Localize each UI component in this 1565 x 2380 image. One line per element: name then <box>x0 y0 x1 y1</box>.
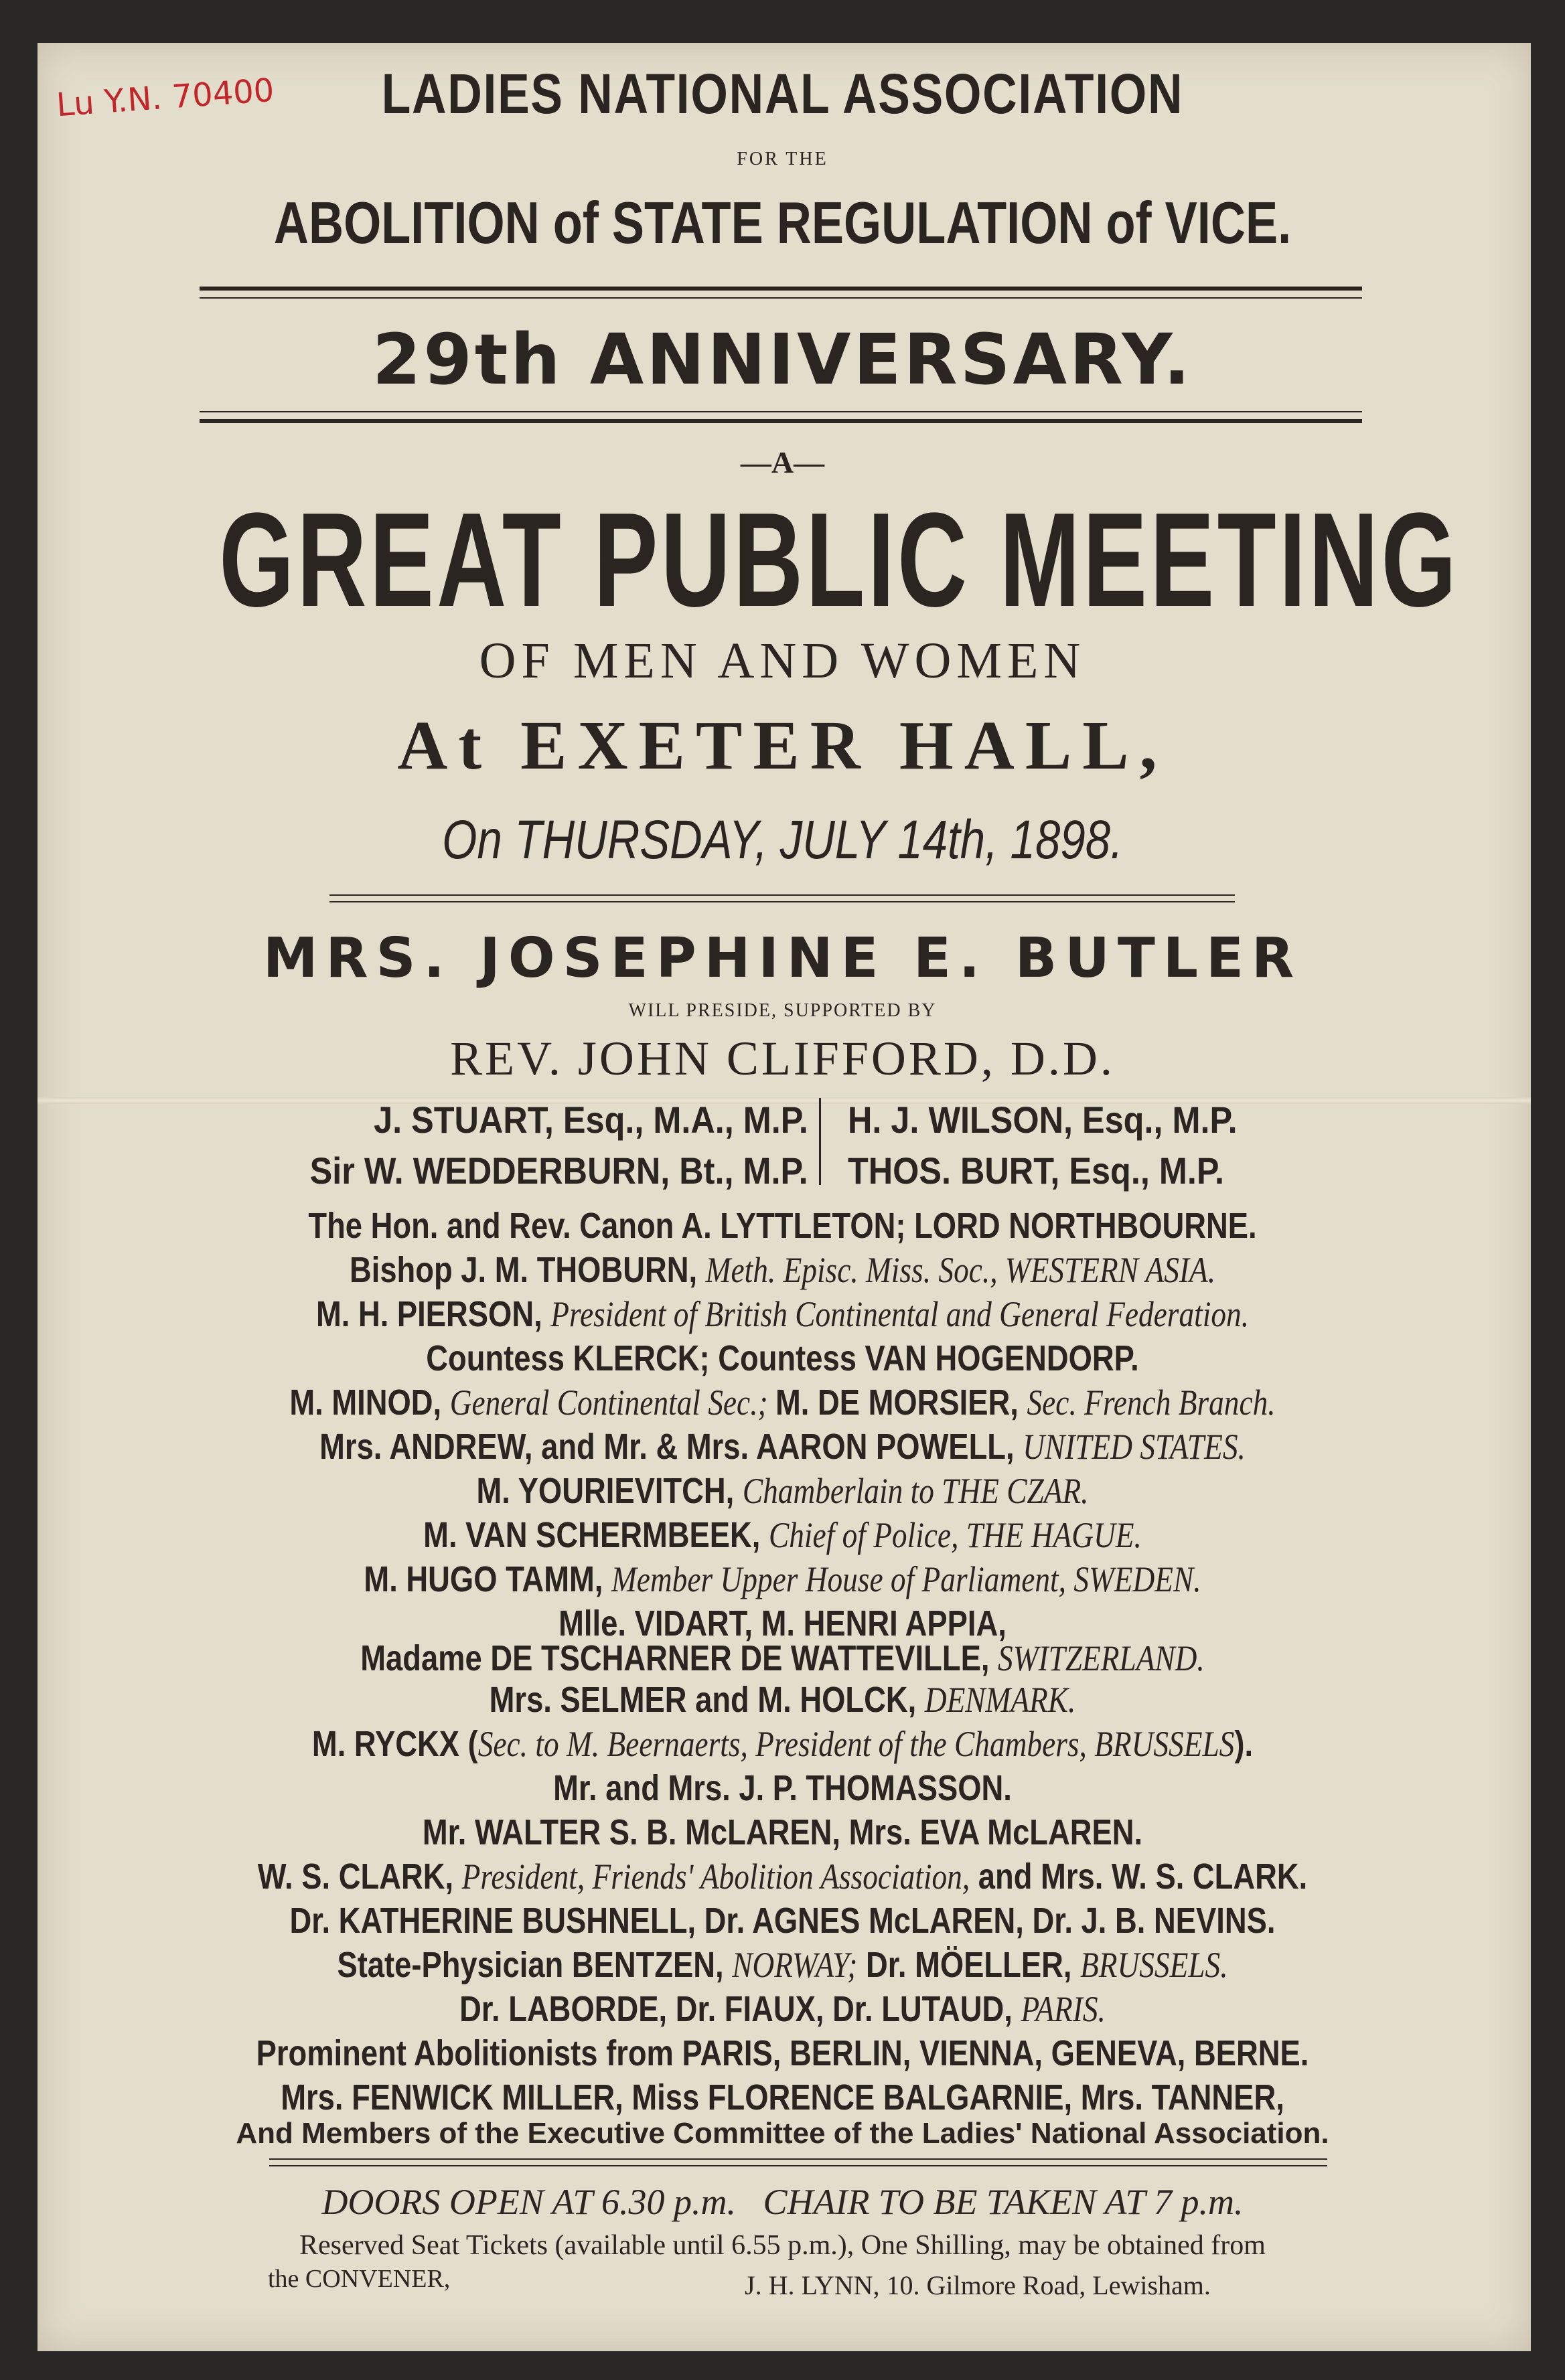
archive-stamp: Lu Y.N. 70400 <box>55 71 276 125</box>
supporter-line-17: Dr. KATHERINE BUSHNELL, Dr. AGNES McLAREN, Dr. J. B. NEVINS. <box>289 1901 1276 1941</box>
supporter-line-20: Prominent Abolitionists from PARIS, BERLIN, VIENNA, GENEVA, BERNE. <box>256 2033 1309 2073</box>
anniversary-title: 29th ANNIVERSARY. <box>372 319 1193 400</box>
president-name: MRS. JOSEPHINE E. BUTLER <box>263 927 1302 990</box>
supporter-line-9: M. HUGO TAMM, Member Upper House of Parliament, SWEDEN. <box>364 1559 1201 1599</box>
supporter-line-1: The Hon. and Rev. Canon A. LYTTLETON; LORD NORTHBOURNE. <box>308 1206 1257 1246</box>
supporter-line-16: W. S. CLARK, President, Friends' Abolition Association, and Mrs. W. S. CLARK. <box>257 1856 1308 1897</box>
rev-clifford: REV. JOHN CLIFFORD, D.D. <box>450 1032 1115 1085</box>
rule-bottom-2 <box>269 2165 1327 2166</box>
exeter-hall: At EXETER HALL, <box>397 707 1168 784</box>
convener-label: the CONVENER, <box>268 2265 451 2293</box>
rule-top-2 <box>200 297 1362 299</box>
column-divider <box>819 1098 821 1185</box>
supporter-line-5: M. MINOD, General Continental Sec.; M. DE MORSIER, Sec. French Branch. <box>289 1382 1276 1423</box>
supporter-line-12: Mrs. SELMER and M. HOLCK, DENMARK. <box>489 1680 1076 1720</box>
supporter-line-2: Bishop J. M. THOBURN, Meth. Episc. Miss. Soc., WESTERN ASIA. <box>349 1250 1216 1290</box>
supporter-line-10: Mlle. VIDART, M. HENRI APPIA, <box>558 1603 1007 1644</box>
supporter-line-8: M. VAN SCHERMBEEK, Chief of Police, THE HAGUE. <box>423 1515 1142 1555</box>
supporter-line-3: M. H. PIERSON, President of British Continental and General Federation. <box>315 1294 1250 1334</box>
stuart: J. STUART, Esq., M.A., M.P. <box>374 1099 808 1141</box>
supporter-line-6: Mrs. ANDREW, and Mr. & Mrs. AARON POWELL, UNITED STATES. <box>319 1427 1246 1467</box>
supporter-line-4: Countess KLERCK; Countess VAN HOGENDORP. <box>426 1338 1139 1378</box>
burt: THOS. BURT, Esq., M.P. <box>848 1149 1224 1192</box>
rule-mid-1 <box>200 411 1362 412</box>
rule-date-1 <box>329 894 1235 896</box>
supporter-line-18: State-Physician BENTZEN, NORWAY; Dr. MÖELLER, BRUSSELS. <box>337 1945 1228 1985</box>
will-preside: WILL PRESIDE, SUPPORTED BY <box>628 1000 937 1021</box>
ticket-info: Reserved Seat Tickets (available until 6.55 p.m.), One Shilling, may be obtained from <box>299 2230 1266 2261</box>
abolition-title: ABOLITION of STATE REGULATION of VICE. <box>273 189 1292 256</box>
a-text: —A— <box>740 445 825 479</box>
supporter-line-15: Mr. WALTER S. B. McLAREN, Mrs. EVA McLAREN. <box>422 1812 1143 1852</box>
wilson: H. J. WILSON, Esq., M.P. <box>848 1099 1238 1141</box>
for-the-text: FOR THE <box>737 149 828 169</box>
supporter-line-21: Mrs. FENWICK MILLER, Miss FLORENCE BALGARNIE, Mrs. TANNER, <box>281 2077 1284 2118</box>
meeting-date: On THURSDAY, JULY 14th, 1898. <box>442 809 1123 870</box>
wedderburn: Sir W. WEDDERBURN, Bt., M.P. <box>310 1149 808 1192</box>
supporter-line-11: Madame DE TSCHARNER DE WATTEVILLE, SWITZERLAND. <box>360 1638 1205 1678</box>
convener-address: J. H. LYNN, 10. Gilmore Road, Lewisham. <box>745 2270 1211 2300</box>
association-title: LADIES NATIONAL ASSOCIATION <box>381 62 1184 125</box>
men-and-women: OF MEN AND WOMEN <box>479 633 1086 689</box>
doors-open: DOORS OPEN AT 6.30 p.m. CHAIR TO BE TAKEN AT 7 p.m. <box>321 2182 1244 2222</box>
supporter-line-14: Mr. and Mrs. J. P. THOMASSON. <box>553 1768 1012 1808</box>
supporter-line-7: M. YOURIEVITCH, Chamberlain to THE CZAR. <box>476 1471 1089 1511</box>
rule-top-1 <box>200 287 1362 291</box>
great-public-meeting: GREAT PUBLIC MEETING <box>219 485 1459 635</box>
supporter-line-19: Dr. LABORDE, Dr. FIAUX, Dr. LUTAUD, PARIS. <box>459 1989 1106 2029</box>
supporter-line-13: M. RYCKX (Sec. to M. Beernaerts, President of the Chambers, BRUSSELS). <box>311 1724 1254 1764</box>
rule-date-2 <box>329 901 1235 902</box>
rule-bottom-1 <box>269 2158 1327 2160</box>
supporter-line-22: And Members of the Executive Committee of the Ladies' National Association. <box>236 2117 1329 2150</box>
rule-mid-2 <box>200 419 1362 423</box>
